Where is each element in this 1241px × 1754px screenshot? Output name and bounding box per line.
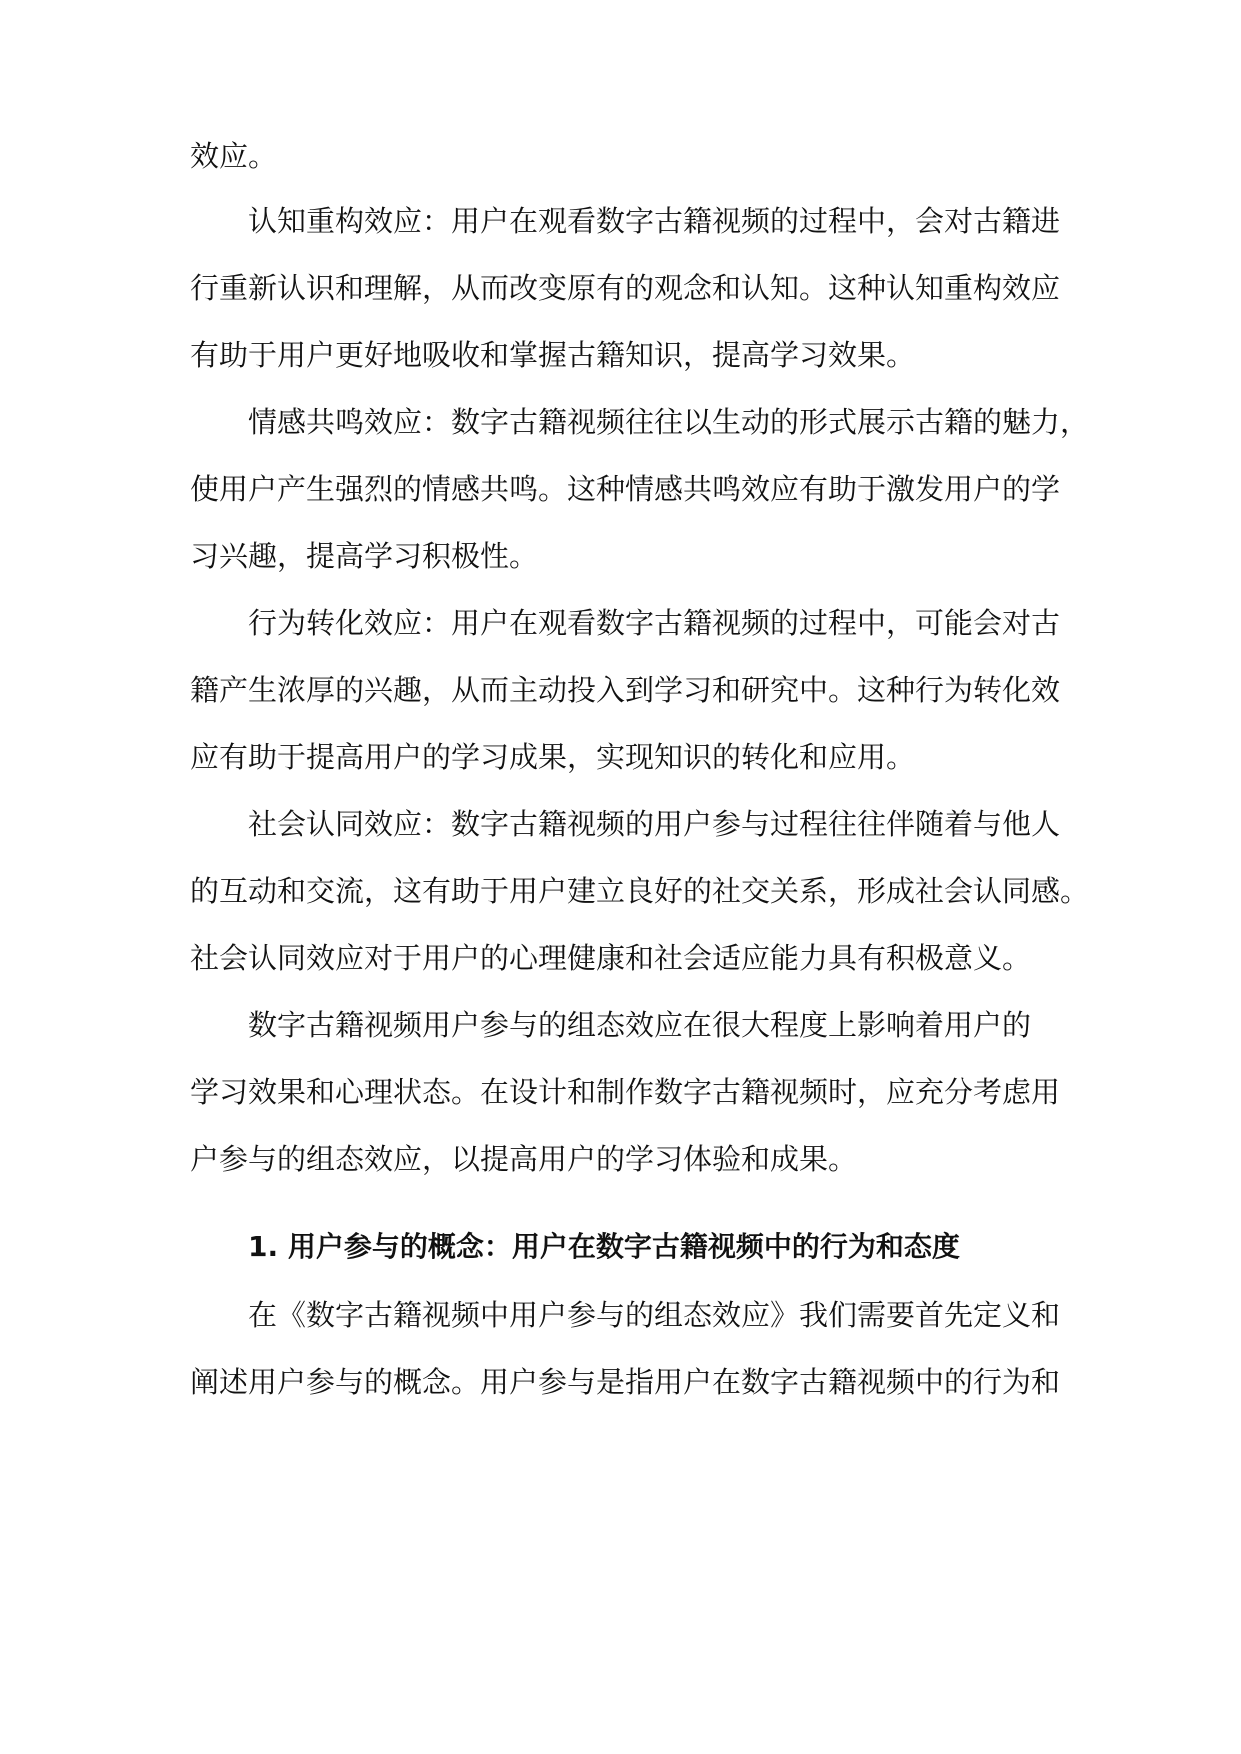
paragraph-line: 户参与的组态效应，以提高用户的学习体验和成果。 bbox=[190, 1142, 858, 1176]
paragraph-line: 籍产生浓厚的兴趣，从而主动投入到学习和研究中。这种行为转化效 bbox=[190, 673, 1061, 707]
paragraph-line: 行为转化效应：用户在观看数字古籍视频的过程中，可能会对古 bbox=[248, 606, 1061, 640]
paragraph-line: 数字古籍视频用户参与的组态效应在很大程度上影响着用户的 bbox=[248, 1008, 1032, 1042]
paragraph-line: 的互动和交流，这有助于用户建立良好的社交关系，形成社会认同感。 bbox=[190, 874, 1090, 908]
paragraph-line: 学习效果和心理状态。在设计和制作数字古籍视频时，应充分考虑用 bbox=[190, 1075, 1061, 1109]
paragraph-line: 情感共鸣效应：数字古籍视频往往以生动的形式展示古籍的魅力， bbox=[248, 405, 1090, 439]
paragraph-line: 行重新认识和理解，从而改变原有的观念和认知。这种认知重构效应 bbox=[190, 271, 1061, 305]
paragraph-line: 有助于用户更好地吸收和掌握古籍知识，提高学习效果。 bbox=[190, 338, 916, 372]
paragraph-line: 在《数字古籍视频中用户参与的组态效应》我们需要首先定义和 bbox=[248, 1298, 1061, 1332]
paragraph-line: 应有助于提高用户的学习成果，实现知识的转化和应用。 bbox=[190, 740, 916, 774]
paragraph-line: 效应。 bbox=[190, 139, 278, 173]
paragraph-line: 阐述用户参与的概念。用户参与是指用户在数字古籍视频中的行为和 bbox=[190, 1365, 1061, 1399]
paragraph-line: 习兴趣，提高学习积极性。 bbox=[190, 539, 539, 573]
paragraph-line: 认知重构效应：用户在观看数字古籍视频的过程中，会对古籍进 bbox=[248, 204, 1061, 238]
paragraph-line: 使用户产生强烈的情感共鸣。这种情感共鸣效应有助于激发用户的学 bbox=[190, 472, 1061, 506]
section-heading: 1. 用户参与的概念：用户在数字古籍视频中的行为和态度 bbox=[248, 1230, 960, 1263]
paragraph-line: 社会认同效应：数字古籍视频的用户参与过程往往伴随着与他人 bbox=[248, 807, 1061, 841]
paragraph-line: 社会认同效应对于用户的心理健康和社会适应能力具有积极意义。 bbox=[190, 941, 1032, 975]
